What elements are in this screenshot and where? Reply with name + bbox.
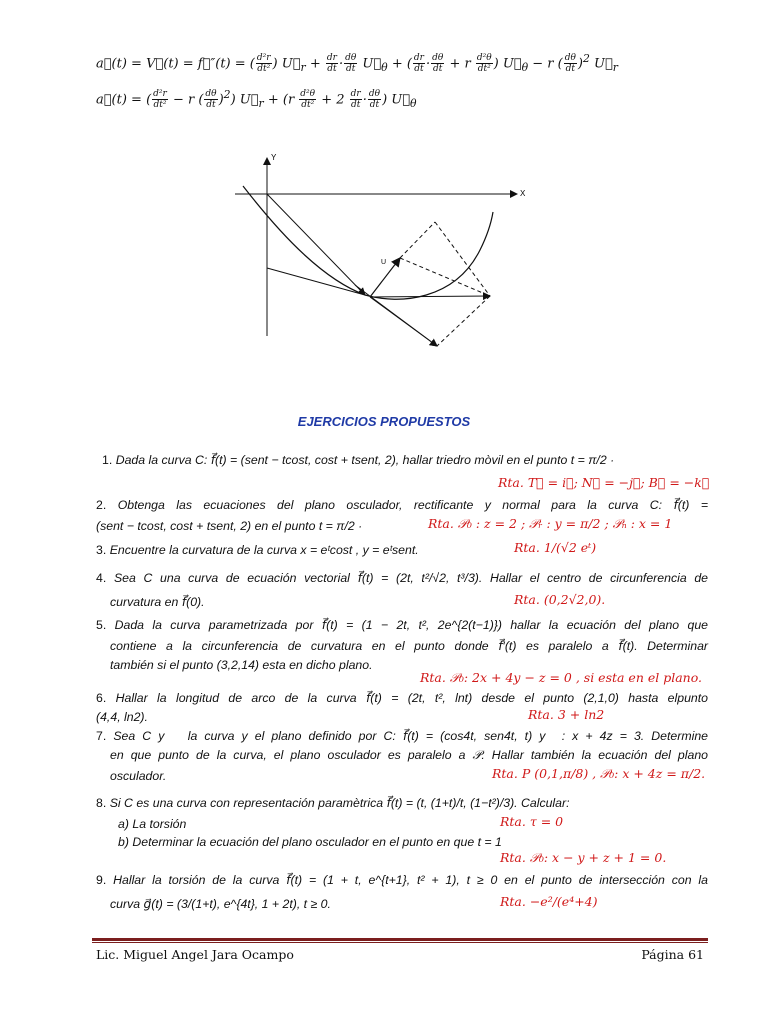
exercise-3: 3. Encuentre la curvatura de la curva x = eᵗcost , y = eᵗsent. <box>96 543 419 557</box>
exercise-8-line-1: 8. Si C es una curva con representación paramètrica f⃗(t) = (t, (1+t)/t, (1−t²)/3). Calcular: <box>96 796 570 810</box>
acceleration-formula-1: a⃗(t) = V⃗(t) = f⃗″(t) = ( $\frac{\text{d²r}}{\text{dt²}}$ ) $U⃗_r$ + $\frac{dr}{dt}$ · $\frac{d\theta}{dt}$ $U⃗_\theta$ + ( $\frac{dr}{dt}$ · $\frac{d\theta}{dt}$ + r $\frac{\text{d²θ}}{\text{dt²}}$ ) $U⃗_\theta - r$ ( $\frac{d\theta}{dt}$ )$^2$ $U⃗_r$ <box>96 52 618 75</box>
exercise-5-line-2: contiene a la circunferencia de curvatura en el punto donde f⃗′(t) es paralelo a f⃗(t). Determinar <box>110 639 708 653</box>
section-heading: EJERCICIOS PROPUESTOS <box>297 414 471 429</box>
exercise-8-answer-a: Rta. τ = 0 <box>500 814 564 829</box>
component-arrow-tangential <box>370 296 490 297</box>
exercise-2-line-2: (sent − tcost, cost + tsent, 2) en el punto t = π/2 · <box>96 519 363 533</box>
exercise-7-line-1: 7. Sea C y 𝒫 la curva y el plano definido por C: f⃗(t) = (cos4t, sen4t, t) y 𝒫: x + 4z = 3. Determine <box>96 729 709 743</box>
exercise-8-sub-b: b) Determinar la ecuación del plano osculador en el punto en que t = 1 <box>118 835 502 849</box>
footer-rule-thin <box>92 942 708 943</box>
exercise-5-answer: Rta. 𝒫₀: 2x + 4y − z = 0 , si esta en el plano. <box>420 670 702 685</box>
radius-vector <box>267 194 365 295</box>
footer-rule-thick <box>92 938 708 941</box>
exercise-9-answer: Rta. −e²/(e⁴+4) <box>500 894 598 909</box>
exercise-5-line-1: 5. Dada la curva parametrizada por f⃗(t) = (1 − 2t, t², 2e^{2(t−1)}) hallar la ecuación del plano que <box>96 618 708 632</box>
exercise-7-answer: Rta. P (0,1,π/8) , 𝒫₀: x + 4z = π/2. <box>492 766 706 781</box>
dashed-side-2 <box>400 222 435 258</box>
exercise-5-line-3: también si el punto (3,2,14) esta en dicho plano. <box>110 658 373 672</box>
dashed-side-4 <box>437 296 490 346</box>
exercise-6-line-2: (4,4, ln2). <box>96 710 148 724</box>
exercise-1: 1. Dada la curva C: f⃗(t) = (sent − tcost, cost + tsent, 2), hallar triedro mòvil en el punto t = π/2 · <box>102 453 615 467</box>
footer-page-number: Página 61 <box>641 947 704 962</box>
radius-extension <box>355 285 437 346</box>
exercise-8-answer-b: Rta. 𝒫₀: x − y + z + 1 = 0. <box>500 850 667 865</box>
exercise-3-answer: Rta. 1/(√2 eᵗ) <box>514 540 597 555</box>
x-axis-label: X <box>520 189 526 198</box>
exercise-1-text: Dada la curva C: f⃗(t) = (sent − tcost, cost + tsent, 2), hallar triedro mòvil en el punto t = π/2 · <box>115 453 615 467</box>
tangent-line <box>267 268 365 295</box>
dashed-side-3 <box>435 222 490 296</box>
exercise-4-line-1: 4. Sea C una curva de ecuación vectorial f⃗(t) = (2t, t²/√2, t³/3). Hallar el centro de circunferencia de <box>96 571 709 585</box>
exercise-8-sub-a: a) La torsión <box>118 817 187 831</box>
u-label: U <box>381 259 387 266</box>
exercise-7-line-2: en que punto de la curva, el plano osculador es paralelo a 𝒫. Hallar también la ecuación del plano <box>110 748 708 762</box>
exercise-2-line-1: 2. Obtenga las ecuaciones del plano osculador, rectificante y normal para la curva C: f⃗(t) = <box>96 498 708 512</box>
exercise-6-answer: Rta. 3 + ln2 <box>528 707 605 722</box>
exercise-2-answer: Rta. 𝒫₀ : z = 2 ; 𝒫ᵣ : y = π/2 ; 𝒫ₙ : x = 1 <box>428 516 673 531</box>
polar-acceleration-figure <box>225 150 535 360</box>
exercise-1-answer: Rta. T⃗ = i⃗; N⃗ = −j⃗; B⃗ = −k⃗ <box>498 475 710 490</box>
exercise-7-line-3: osculador. <box>110 769 167 783</box>
exercise-4-answer: Rta. (0,2√2,0). <box>514 592 606 607</box>
trajectory-curve <box>243 186 493 299</box>
exercise-4-line-2: curvatura en f⃗(0). <box>110 595 205 609</box>
footer-author: Lic. Miguel Angel Jara Ocampo <box>96 947 294 962</box>
acceleration-formula-2: a⃗(t) = ( $\frac{\text{d²r}}{\text{dt²}}$ − r ( $\frac{d\theta}{dt}$ )$^2$) $U⃗_r + (r$ $\frac{\text{d²θ}}{\text{dt²}}$ + 2 $\frac{dr}{dt}$ · $\frac{d\theta}{dt}$ ) $U⃗_\theta$ <box>96 88 417 111</box>
exercise-6-line-1: 6. Hallar la longitud de arco de la curva f⃗(t) = (2t, t², lnt) desde el punto (2,1,0) hasta elpunto <box>96 691 708 705</box>
y-axis-label: Y <box>271 153 277 162</box>
exercise-9-line-1: 9. Hallar la torsión de la curva f⃗(t) = (1 + t, e^{t+1}, t² + 1), t ≥ 0 en el punto de intersección con la <box>96 873 708 887</box>
dashed-side-1 <box>400 258 490 296</box>
exercise-9-line-2: curva g⃗(t) = (3/(1+t), e^{4t}, 1 + 2t), t ≥ 0. <box>110 897 331 911</box>
